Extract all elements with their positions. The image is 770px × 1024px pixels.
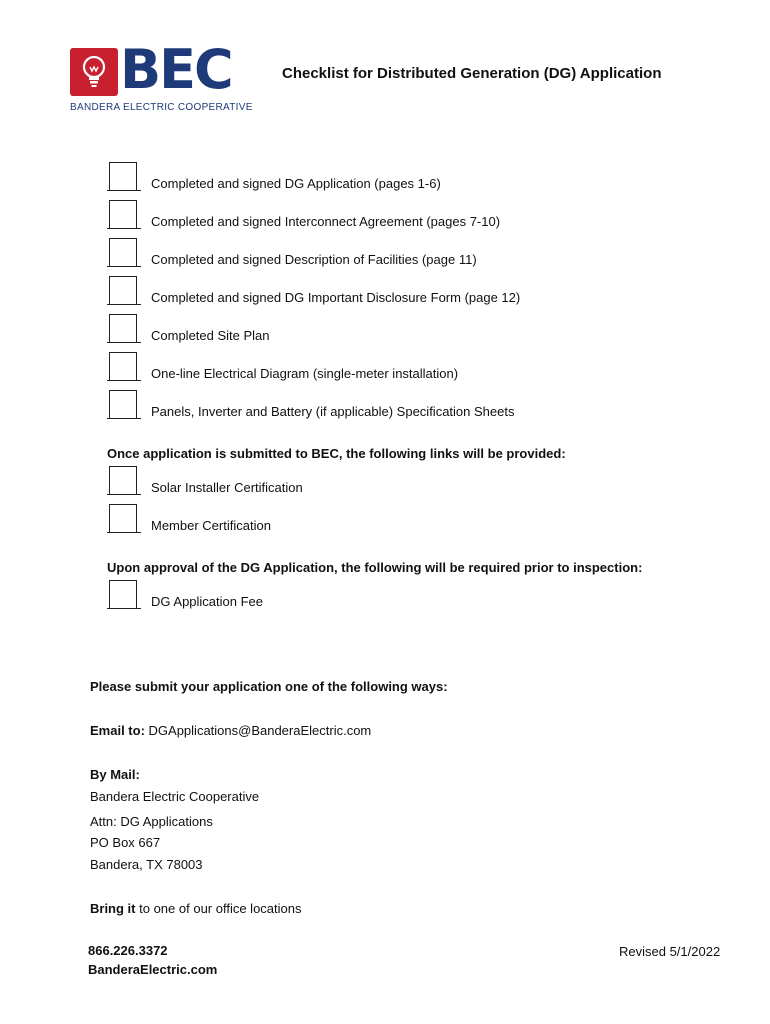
checkbox[interactable]	[109, 238, 137, 266]
checkbox[interactable]	[109, 504, 137, 532]
checklist-item-label: Member Certification	[151, 518, 271, 533]
checklist-item	[107, 200, 707, 232]
links-section-heading: Once application is submitted to BEC, the following links will be provided:	[107, 446, 566, 461]
email-address[interactable]: DGApplications@BanderaElectric.com	[148, 723, 372, 738]
footer-website[interactable]: BanderaElectric.com	[88, 962, 218, 977]
logo-wordmark: BEC	[120, 38, 232, 101]
mail-address-line: Bandera, TX 78003	[90, 857, 203, 872]
checkbox[interactable]	[109, 352, 137, 380]
logo-tagline: BANDERA ELECTRIC COOPERATIVE	[70, 102, 253, 113]
checkbox[interactable]	[109, 276, 137, 304]
checklist-item	[107, 390, 707, 422]
checkbox[interactable]	[109, 314, 137, 342]
checklist-item-label: Completed and signed Description of Facilities (page 11)	[151, 252, 477, 267]
checklist-item	[107, 504, 707, 536]
mail-address-line: Bandera Electric Cooperative	[90, 789, 260, 804]
lightbulb-icon	[70, 48, 118, 96]
checklist-item	[107, 162, 707, 194]
checklist-item-label: Completed and signed DG Important Disclosure Form (page 12)	[151, 290, 521, 305]
checklist-item-label: Completed Site Plan	[151, 328, 270, 343]
checklist-item-label: Panels, Inverter and Battery (if applicable) Specification Sheets	[151, 404, 515, 419]
mail-address-line: PO Box 667	[90, 835, 161, 850]
checklist-item	[107, 238, 707, 270]
checklist-item	[107, 314, 707, 346]
revised-date: Revised 5/1/2022	[619, 944, 721, 959]
checklist-item	[107, 276, 707, 308]
checklist-item-label: DG Application Fee	[151, 594, 264, 609]
checklist-item	[107, 466, 707, 498]
approval-section-heading: Upon approval of the DG Application, the following will be required prior to inspection:	[107, 560, 643, 575]
bec-logo	[70, 38, 253, 116]
checkbox[interactable]	[109, 162, 137, 190]
mail-address-line: Attn: DG Applications	[90, 814, 213, 829]
checkbox[interactable]	[109, 200, 137, 228]
bring-line	[90, 901, 302, 916]
email-line	[90, 723, 371, 738]
checklist-item-label: One-line Electrical Diagram (single-meter installation)	[151, 366, 459, 381]
checkbox[interactable]	[109, 580, 137, 608]
checklist-item-label: Completed and signed DG Application (pages 1-6)	[151, 176, 441, 191]
mail-label: By Mail:	[90, 767, 140, 782]
checklist-item-label: Solar Installer Certification	[151, 480, 303, 495]
submit-heading: Please submit your application one of the following ways:	[90, 679, 448, 694]
footer-phone: 866.226.3372	[88, 943, 168, 958]
page-title: Checklist for Distributed Generation (DG) Application	[282, 65, 662, 82]
bring-label: Bring it	[90, 901, 136, 916]
checklist-item-label: Completed and signed Interconnect Agreement (pages 7-10)	[151, 214, 501, 229]
email-label: Email to:	[90, 723, 145, 738]
checkbox[interactable]	[109, 390, 137, 418]
checkbox[interactable]	[109, 466, 137, 494]
checklist-item	[107, 580, 707, 612]
bring-text: to one of our office locations	[139, 901, 302, 916]
checklist-item	[107, 352, 707, 384]
